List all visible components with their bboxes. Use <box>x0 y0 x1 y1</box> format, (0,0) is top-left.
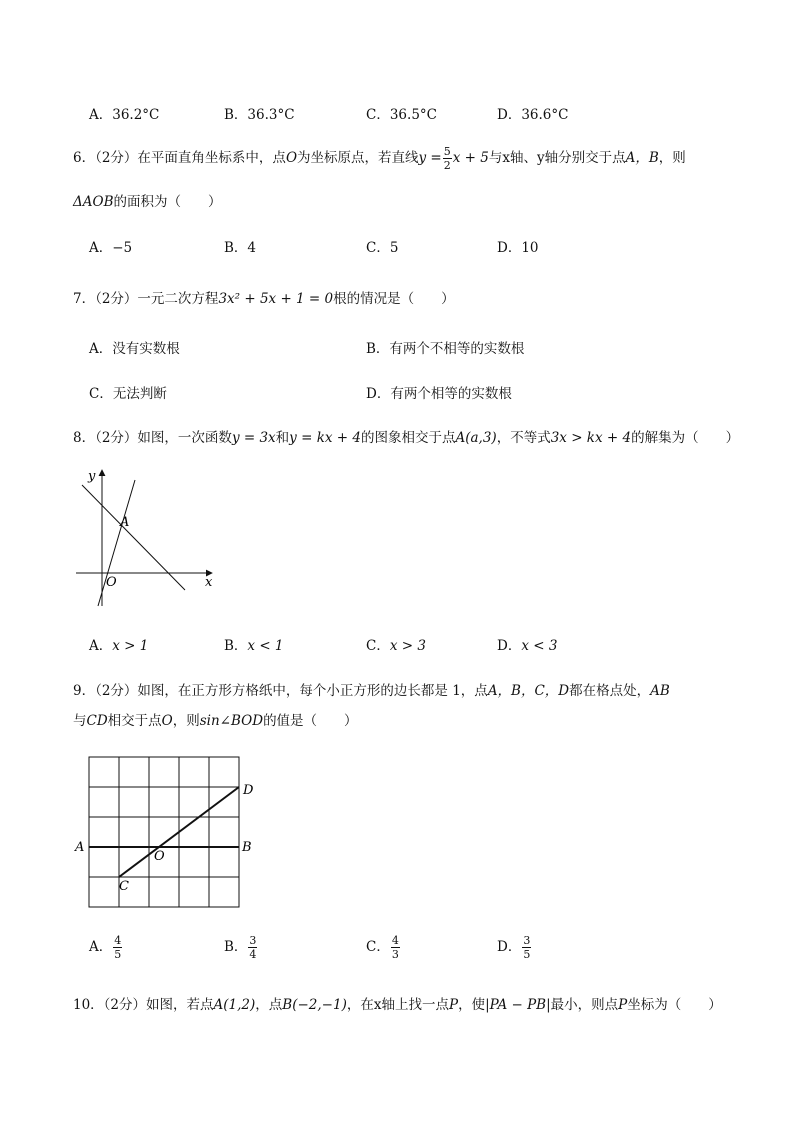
option-label: B． <box>224 638 248 654</box>
option-text: x < 1 <box>247 638 284 654</box>
math: B(−2,−1) <box>282 997 347 1013</box>
q7-option-d[interactable] <box>366 382 512 402</box>
q7-option-a[interactable] <box>89 337 180 357</box>
label-c: C <box>119 879 129 894</box>
option-label: B． <box>224 240 248 256</box>
option-label: C． <box>366 939 390 955</box>
text: 和 <box>275 430 290 446</box>
q9-option-b[interactable] <box>224 935 258 960</box>
origin-label: O <box>106 575 117 590</box>
q6-stem-line1 <box>73 146 686 171</box>
math: P <box>618 997 628 1013</box>
line-y-kx-4 <box>82 485 185 590</box>
q7-option-c[interactable] <box>89 382 167 402</box>
point-a-label: A <box>120 515 130 530</box>
text: ，不等式 <box>496 430 551 446</box>
x-label: x <box>205 575 213 590</box>
q6-stem-line2 <box>73 190 222 210</box>
option-label: D． <box>497 107 522 123</box>
label-d: D <box>243 783 254 798</box>
option-label: D． <box>366 386 391 402</box>
fraction <box>443 146 452 171</box>
option-label: D． <box>497 939 522 955</box>
option-text: 有两个不相等的实数根 <box>389 341 525 357</box>
option-label: B． <box>224 107 248 123</box>
math: y = kx + 4 <box>289 430 361 446</box>
option-text: 有两个相等的实数根 <box>390 386 512 402</box>
option-text: 无法判断 <box>112 386 167 402</box>
text: ，则 <box>172 713 200 729</box>
option-label: A． <box>89 107 113 123</box>
option-label: A． <box>89 939 113 955</box>
q7-stem <box>73 287 455 307</box>
label-a: A <box>75 840 85 855</box>
option-label: C． <box>366 107 390 123</box>
math: y = 3x <box>231 430 276 446</box>
text: 的解集为（ ） <box>631 430 740 446</box>
frac-num: 3 <box>249 934 257 947</box>
math: y = <box>418 150 442 166</box>
grid <box>89 757 239 907</box>
math: CD <box>86 713 108 729</box>
text: 7．（2分）一元二次方程 <box>73 291 219 307</box>
q10-stem <box>73 993 722 1013</box>
text: 根的情况是（ ） <box>333 291 455 307</box>
q8-option-b[interactable] <box>224 634 284 654</box>
option-text: 5 <box>389 240 399 256</box>
q9-stem-line2 <box>73 709 358 729</box>
text: 的面积为（ ） <box>113 194 222 210</box>
q7-option-b[interactable] <box>366 337 524 357</box>
option-text: 4 <box>247 240 257 256</box>
math: |PA − PB| <box>485 997 551 1013</box>
option-text: x < 3 <box>521 638 558 654</box>
text: 与 <box>73 713 87 729</box>
label-b: B <box>242 840 252 855</box>
text: 10．（2分）如图，若点 <box>73 997 214 1013</box>
text: 都在格点处， <box>569 683 651 699</box>
q5-option-c[interactable] <box>366 103 437 123</box>
frac-num: 5 <box>443 145 451 158</box>
option-label: D． <box>497 240 522 256</box>
text: 8．（2分）如图，一次函数 <box>73 430 232 446</box>
math: A，B <box>625 150 659 166</box>
option-label: C． <box>366 638 390 654</box>
math: A(1,2) <box>213 997 256 1013</box>
option-text: 36.5°C <box>389 107 437 123</box>
fraction <box>248 935 257 960</box>
q9-stem-line1 <box>73 679 670 699</box>
text: 与x轴、y轴分别交于点 <box>488 150 626 166</box>
q8-stem <box>73 426 739 446</box>
q5-option-d[interactable] <box>497 103 568 123</box>
q6-option-d[interactable] <box>497 236 539 256</box>
q8-figure <box>70 460 230 610</box>
fraction <box>391 935 400 960</box>
frac-num: 4 <box>391 934 399 947</box>
text: 相交于点 <box>107 713 162 729</box>
text: 的值是（ ） <box>263 713 358 729</box>
math: sin∠BOD <box>199 713 264 729</box>
frac-num: 4 <box>114 934 122 947</box>
q8-option-a[interactable] <box>89 634 148 654</box>
math: 3x² + 5x + 1 = 0 <box>218 291 334 307</box>
math: P <box>448 997 459 1013</box>
text: ，则 <box>658 150 686 166</box>
math: O <box>285 150 298 166</box>
frac-den: 5 <box>114 948 122 961</box>
frac-num: 3 <box>523 934 531 947</box>
option-text: x > 1 <box>112 638 149 654</box>
q6-option-b[interactable] <box>224 236 256 256</box>
option-label: C． <box>89 386 113 402</box>
option-label: B． <box>366 341 390 357</box>
q6-option-c[interactable] <box>366 236 398 256</box>
q5-option-a[interactable] <box>89 103 159 123</box>
fraction <box>113 935 122 960</box>
text: 为坐标原点，若直线 <box>297 150 419 166</box>
frac-den: 2 <box>443 159 451 172</box>
q8-option-d[interactable] <box>497 634 557 654</box>
math: A，B，C，D <box>487 683 570 699</box>
text: 坐标为（ ） <box>627 997 722 1013</box>
math: AB <box>650 683 670 699</box>
option-text: −5 <box>112 240 133 256</box>
option-label: A． <box>89 638 113 654</box>
option-text: 36.6°C <box>521 107 569 123</box>
math: x + 5 <box>452 150 489 166</box>
math: A(a,3) <box>455 430 497 446</box>
frac-den: 4 <box>249 948 257 961</box>
label-o: O <box>154 849 165 864</box>
q9-option-d[interactable] <box>497 935 532 960</box>
q5-option-b[interactable] <box>224 103 295 123</box>
y-label: y <box>88 469 96 484</box>
option-text: 36.3°C <box>247 107 295 123</box>
math: 3x > kx + 4 <box>550 430 632 446</box>
math: O <box>161 713 173 729</box>
text: ，点 <box>255 997 283 1013</box>
option-label: D． <box>497 638 522 654</box>
option-label: A． <box>89 240 113 256</box>
option-label: C． <box>366 240 390 256</box>
q9-option-a[interactable] <box>89 935 123 960</box>
option-text: 36.2°C <box>112 107 160 123</box>
frac-den: 5 <box>523 948 531 961</box>
text: ，使 <box>458 997 486 1013</box>
q8-option-c[interactable] <box>366 634 426 654</box>
text: ，在x轴上找一点 <box>346 997 449 1013</box>
q9-grid-figure <box>70 750 270 920</box>
frac-den: 3 <box>391 948 399 961</box>
option-text: 没有实数根 <box>112 341 180 357</box>
text: 9．（2分）如图，在正方形方格纸中，每个小正方形的边长都是 1，点 <box>73 683 488 699</box>
option-label: A． <box>89 341 113 357</box>
math: ΔAOB <box>73 194 114 210</box>
fraction <box>522 935 531 960</box>
text: 6．（2分）在平面直角坐标系中，点 <box>73 150 286 166</box>
text: 最小，则点 <box>550 997 619 1013</box>
option-text: x > 3 <box>389 638 426 654</box>
text: 的图象相交于点 <box>360 430 456 446</box>
q9-option-c[interactable] <box>366 935 401 960</box>
option-text: 10 <box>521 240 539 256</box>
q6-option-a[interactable] <box>89 236 132 256</box>
option-label: B． <box>224 939 248 955</box>
